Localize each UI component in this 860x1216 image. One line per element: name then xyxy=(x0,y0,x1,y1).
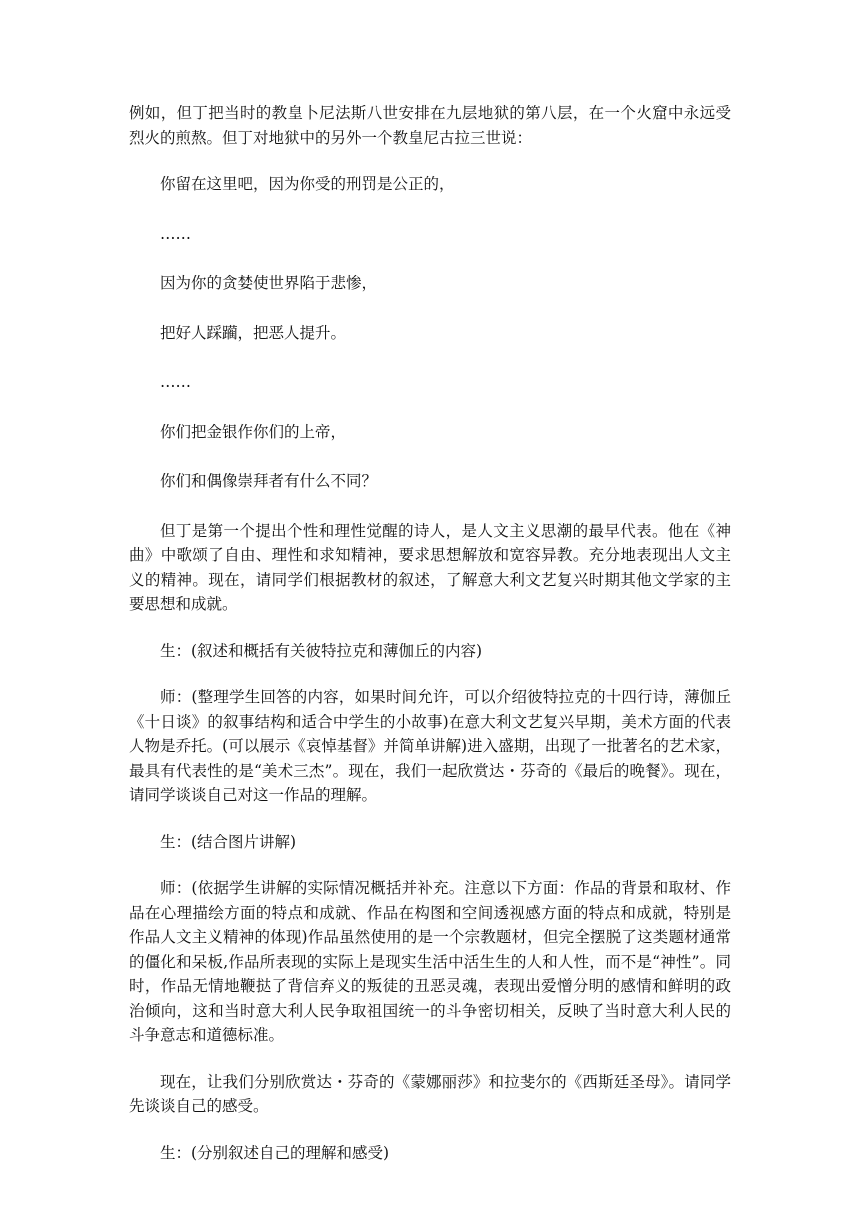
verse-line-5: 你们和偶像崇拜者有什么不同？ xyxy=(160,472,378,490)
paragraph-student-1: 生：(叙述和概括有关彼特拉克和薄伽丘的内容) xyxy=(160,641,483,660)
paragraph-dante-summary: 但丁是第一个提出个性和理性觉醒的诗人，是人文主义思潮的最早代表。他在《神曲》中歌颂了自由、理性和求知精神，要求思想解放和宽容异教。充分地表现出人文主义的精神。现在，请同学们根据教材的叙述，了解意大利文艺复兴时期其他文学家的主要思想和成就。 xyxy=(129,521,731,613)
paragraph-student-3: 生：(分别叙述自己的理解和感受) xyxy=(160,1143,390,1162)
verse-line-4: 你们把金银作你们的上帝， xyxy=(160,422,347,441)
paragraph-appreciation: 现在，让我们分别欣赏达・芬奇的《蒙娜丽莎》和拉斐尔的《西斯廷圣母》。请同学先谈谈自己的感受。 xyxy=(129,1072,731,1115)
document-body xyxy=(129,101,731,1187)
paragraph-intro: 例如，但丁把当时的教皇卜尼法斯八世安排在九层地狱的第八层，在一个火窟中永远受烈火的煎熬。但丁对地狱中的另外一个教皇尼古拉三世说： xyxy=(129,104,731,147)
verse-line-3: 把好人踩躏，把恶人提升。 xyxy=(160,323,347,342)
verse-ellipsis-2: …… xyxy=(160,373,191,391)
paragraph-teacher-2: 师：(依据学生讲解的实际情况概括并补充。注意以下方面：作品的背景和取材、作品在心理描绘方面的特点和成就、作品在构图和空间透视感方面的特点和成就，特别是作品人文主义精神的体现)作品虽然使用的是一个宗教题材，但完全摆脱了这类题材通常的僵化和呆板,作品所表现的实际上是现实生活中活生生的人和人性，而不是“神性”。同时，作品无情地鞭挞了背信弃义的叛徒的丑恶灵魂，表现出爱憎分明的感情和鲜明的政治倾向，这和当时意大利人民争取祖国统一的斗争密切相关，反映了当时意大利人民的斗争意志和道德标准。 xyxy=(129,879,731,1044)
paragraph-teacher-1: 师：(整理学生回答的内容，如果时间允许，可以介绍彼特拉克的十四行诗，薄伽丘《十日谈》的叙事结构和适合中学生的小故事)在意大利文艺复兴早期，美术方面的代表人物是乔托。(可以展示《哀悼基督》并简单讲解)进入盛期，出现了一批著名的艺术家，最具有代表性的是“美术三杰”。现在，我们一起欣赏达・芬奇的《最后的晚餐》。现在，请同学谈谈自己对这一作品的理解。 xyxy=(129,688,731,804)
verse-line-2: 因为你的贪婪使世界陷于悲惨， xyxy=(160,274,378,292)
paragraph-student-2: 生：(结合图片讲解) xyxy=(160,832,297,851)
verse-ellipsis-1: …… xyxy=(160,224,191,243)
verse-line-1: 你留在这里吧，因为你受的刑罚是公正的， xyxy=(160,175,455,193)
